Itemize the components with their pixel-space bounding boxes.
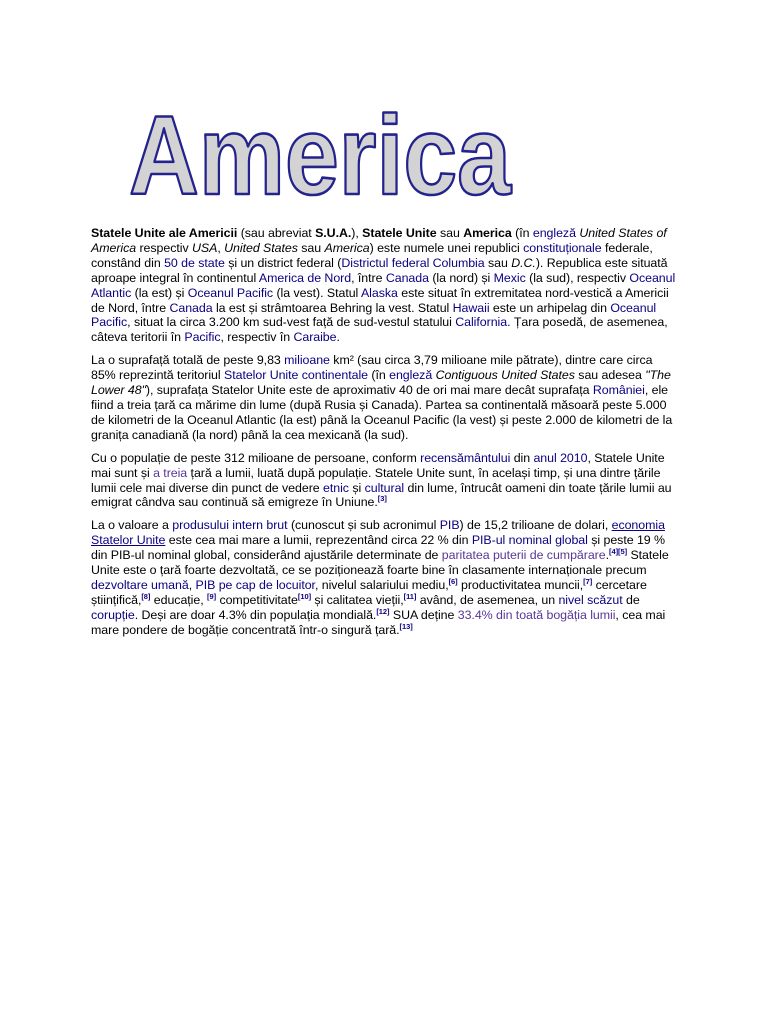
paragraph-area xyxy=(91,353,678,442)
link-economia-statelor-unite[interactable]: economia Statelor Unite xyxy=(91,518,665,548)
reference-7[interactable]: [7] xyxy=(583,576,593,586)
text: , situat la circa 3.200 km sud-vest față de sud-vestul statului xyxy=(127,315,456,330)
text: țară a lumii, luată după populație. Statele Unite sunt, în același timp, și una dintre țările lumii cele mai diverse din punct de vedere xyxy=(91,465,661,495)
link-etnic[interactable]: etnic xyxy=(323,480,349,495)
text: . xyxy=(605,548,609,563)
text: sau adesea xyxy=(574,368,646,383)
text: Cu o populație de peste 312 milioane de persoane, conform xyxy=(91,450,421,465)
text: (la est) și xyxy=(131,285,188,300)
link-romaniei[interactable]: României xyxy=(592,383,645,398)
term-united-states: United States xyxy=(224,240,298,255)
link-canada-2[interactable]: Canada xyxy=(169,300,213,315)
link-oceanul-pacific[interactable]: Oceanul Pacific xyxy=(187,285,274,300)
text: respectiv xyxy=(136,240,193,255)
link-recensamantului[interactable]: recensământului xyxy=(420,450,511,465)
link-pib-nominal-global[interactable]: PIB-ul nominal global xyxy=(471,533,588,548)
term-contiguous-united-states: Contiguous United States xyxy=(435,368,575,383)
text: (în xyxy=(511,226,533,240)
link-statelor-unite-continentale[interactable]: Statelor Unite continentale xyxy=(224,368,368,383)
america-wordart-title xyxy=(120,84,520,218)
text: , ele fiind a treia țară ca mărime din lume (după Rusia și Canada). Partea sa continentală măsoară peste 5.000 de kilometri de la Oceanul Atlantic (la est) până la Oceanul Pacific (la vest) și peste 2.000 de kilometri de la granița canadiană (la nord) până la cea mexicană (la sud). xyxy=(91,383,673,442)
text: La o suprafață totală de peste 9,83 xyxy=(91,353,285,368)
text: , între xyxy=(351,270,386,285)
text: de xyxy=(622,592,640,607)
text: sau xyxy=(297,240,325,255)
link-nivel-scazut[interactable]: nivel scăzut xyxy=(558,592,623,607)
term-united-states-of-america: United States of America xyxy=(91,226,667,255)
text: și calitatea vieții, xyxy=(311,592,404,607)
link-50-de-state[interactable]: 50 de state xyxy=(164,255,225,270)
link-canada[interactable]: Canada xyxy=(385,270,429,285)
text: sau xyxy=(484,255,512,270)
text: (sau abreviat xyxy=(237,226,316,240)
link-mexic[interactable]: Mexic xyxy=(493,270,526,285)
term-dc: D.C. xyxy=(511,255,536,270)
link-america-de-nord[interactable]: America de Nord xyxy=(258,270,352,285)
text: este situat în extremitatea nord-vestică a Americii de Nord, între xyxy=(91,285,669,315)
link-alaska[interactable]: Alaska xyxy=(360,285,398,300)
reference-13[interactable]: [13] xyxy=(399,621,413,631)
text: km² (sau circa 3,79 milioane mile pătrate), dintre care circa 85% reprezintă teritoriul xyxy=(91,353,653,383)
text: și peste 19 % din PIB-ul nominal global, considerând ajustările determinate de xyxy=(91,533,665,563)
text: , cea mai mare pondere de bogăție concentrată într-o singură țară. xyxy=(91,607,666,637)
link-dezvoltare-umana[interactable]: dezvoltare umană xyxy=(91,577,189,592)
link-33-4-din-toata-bogatia-lumii[interactable]: 33.4% din toată bogăția lumii xyxy=(457,607,616,622)
text: (la vest). Statul xyxy=(273,285,361,300)
link-oceanul-atlantic[interactable]: Oceanul Atlantic xyxy=(91,270,676,300)
text: sau xyxy=(436,226,464,240)
text: . Țara posedă, de asemenea, câteva teritorii în xyxy=(91,315,668,345)
link-pacific[interactable]: Pacific xyxy=(184,330,221,345)
text: ), xyxy=(351,226,363,240)
paragraph-intro xyxy=(91,226,678,345)
text: , xyxy=(188,577,196,592)
term-statele-unite-ale-americii: Statele Unite ale Americii xyxy=(91,226,238,240)
paragraph-economy xyxy=(91,518,678,637)
text: și xyxy=(348,480,365,495)
reference-8[interactable]: [8] xyxy=(141,591,151,601)
text: competitivitate xyxy=(216,592,298,607)
link-anul-2010[interactable]: anul 2010 xyxy=(533,450,588,465)
term-america-italic: America xyxy=(324,240,370,255)
text: ). Republica este situată aproape integral în continentul xyxy=(91,255,668,285)
text: din xyxy=(510,450,534,465)
text: , nivelul salariului mediu, xyxy=(314,577,449,592)
term-the-lower-48: "The Lower 48" xyxy=(91,368,671,398)
reference-3[interactable]: [3] xyxy=(377,494,387,504)
text: este un arhipelag din xyxy=(489,300,611,315)
text: federale, constând din xyxy=(91,240,653,270)
text: cercetare științifică, xyxy=(91,577,647,607)
text: , respectiv în xyxy=(220,330,294,345)
text: (la sud), respectiv xyxy=(525,270,630,285)
text: din lume, întrucât oameni din toate țările lumii au emigrat cândva sau continuă să emigreze în Uniune. xyxy=(91,480,672,510)
reference-12[interactable]: [12] xyxy=(376,606,390,616)
text: productivitatea muncii, xyxy=(457,577,584,592)
text: , Statele Unite mai sunt și xyxy=(91,450,665,480)
reference-4[interactable]: [4] xyxy=(609,547,619,556)
term-america: America xyxy=(463,226,512,240)
america-wordart-text: America xyxy=(129,93,512,218)
text: la est și strâmtoarea Behring la vest. Statul xyxy=(212,300,453,315)
link-produsului-intern-brut[interactable]: produsului intern brut xyxy=(172,518,288,533)
text: . Deși are doar 4.3% din populația mondială. xyxy=(134,607,377,622)
text: (la nord) și xyxy=(428,270,494,285)
link-milioane[interactable]: milioane xyxy=(284,353,330,368)
text: (în xyxy=(368,368,390,383)
text: și un district federal ( xyxy=(224,255,342,270)
link-hawaii[interactable]: Hawaii xyxy=(452,300,490,315)
text: ), suprafața Statelor Unite este de aproximativ 40 de ori mai mare decât suprafața xyxy=(145,383,593,398)
text: Statele Unite este o țară foarte dezvoltată, ce se poziționează foarte bine în clasamente internaționale precum xyxy=(91,548,669,578)
link-pib-pe-cap-de-locuitor[interactable]: PIB pe cap de locuitor xyxy=(195,577,315,592)
link-engleza[interactable]: engleză xyxy=(532,226,576,240)
reference-5[interactable]: [5] xyxy=(618,547,628,556)
text: (cunoscut și sub acronimul xyxy=(287,518,440,533)
link-engleza[interactable]: engleză xyxy=(389,368,433,383)
reference-9[interactable]: [9] xyxy=(207,591,217,601)
text: La o valoare a xyxy=(91,518,173,533)
reference-6[interactable]: [6] xyxy=(448,576,458,586)
paragraph-population xyxy=(91,451,678,511)
text: este cea mai mare a lumii, reprezentând circa 22 % din xyxy=(165,533,472,548)
article-body xyxy=(91,226,678,646)
link-cultural[interactable]: cultural xyxy=(364,480,405,495)
link-districtul-federal-columbia[interactable]: Districtul federal Columbia xyxy=(341,255,485,270)
text: ) este numele unei republici xyxy=(369,240,524,255)
link-caraibe[interactable]: Caraibe xyxy=(293,330,337,345)
term-sua: S.U.A. xyxy=(315,226,352,240)
text: ) de 15,2 trilioane de dolari, xyxy=(459,518,612,533)
term-usa: USA xyxy=(192,240,218,255)
text: având, de asemenea, un xyxy=(416,592,559,607)
link-paritatea-puterii-de-cumparare[interactable]: paritatea puterii de cumpărare xyxy=(441,548,606,563)
text: SUA deține xyxy=(389,607,458,622)
text: , xyxy=(217,240,225,255)
link-a-treia[interactable]: a treia xyxy=(153,465,188,480)
reference-10[interactable]: [10] xyxy=(297,591,312,601)
link-coruptie[interactable]: corupție xyxy=(91,607,135,622)
term-statele-unite: Statele Unite xyxy=(362,226,437,240)
text: . xyxy=(336,330,340,345)
link-california[interactable]: California xyxy=(455,315,508,330)
link-pib[interactable]: PIB xyxy=(439,518,460,533)
reference-11[interactable]: [11] xyxy=(403,591,417,601)
link-oceanul-pacific-2[interactable]: Oceanul Pacific xyxy=(91,300,657,330)
text: educație, xyxy=(150,592,208,607)
link-constitutionale[interactable]: constituționale xyxy=(523,240,602,255)
